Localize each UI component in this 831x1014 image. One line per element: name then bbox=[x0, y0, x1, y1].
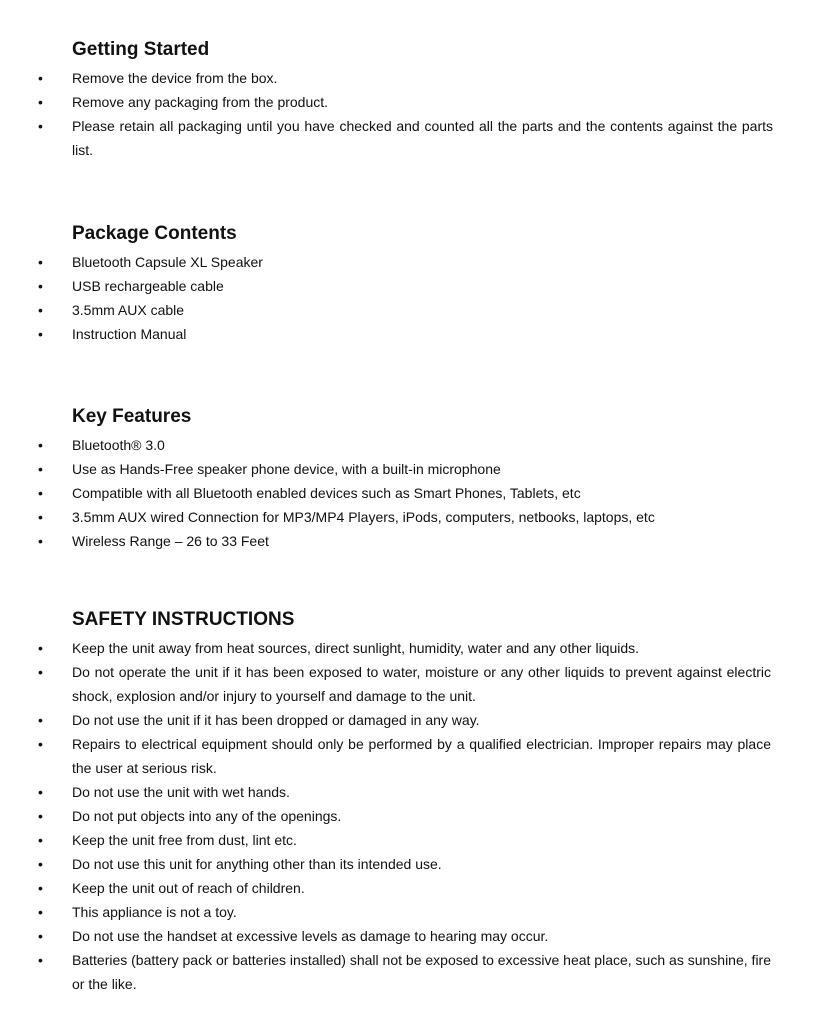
list-item: • Do not operate the unit if it has been exposed to water, moisture or any other liquids to prevent against electric shock, explosion and/or injury to yourself and damage to the unit. bbox=[0, 660, 831, 708]
list-item: • Bluetooth® 3.0 bbox=[0, 433, 831, 457]
list-item: • Remove the device from the box. bbox=[0, 66, 831, 90]
list-item: • 3.5mm AUX wired Connection for MP3/MP4 Players, iPods, computers, netbooks, laptops, etc bbox=[0, 505, 831, 529]
package-contents-heading: Package Contents bbox=[72, 223, 237, 244]
getting-started-list bbox=[0, 66, 831, 162]
getting-started-heading: Getting Started bbox=[72, 39, 210, 60]
key-features-list bbox=[0, 433, 831, 553]
list-item: • Do not use the unit if it has been dropped or damaged in any way. bbox=[0, 708, 831, 732]
list-item: • Do not use the handset at excessive levels as damage to hearing may occur. bbox=[0, 924, 831, 948]
list-item: • 3.5mm AUX cable bbox=[0, 298, 831, 322]
list-item: • Compatible with all Bluetooth enabled devices such as Smart Phones, Tablets, etc bbox=[0, 481, 831, 505]
list-item: • Keep the unit away from heat sources, direct sunlight, humidity, water and any other liquids. bbox=[0, 636, 831, 660]
list-item: • Repairs to electrical equipment should only be performed by a qualified electrician. Improper repairs may place the user at serious risk. bbox=[0, 732, 831, 780]
list-item: • Use as Hands-Free speaker phone device, with a built-in microphone bbox=[0, 457, 831, 481]
list-item: • Keep the unit out of reach of children. bbox=[0, 876, 831, 900]
safety-instructions-heading: SAFETY INSTRUCTIONS bbox=[72, 609, 295, 630]
list-item: • Keep the unit free from dust, lint etc. bbox=[0, 828, 831, 852]
package-contents-list bbox=[0, 250, 831, 346]
key-features-heading: Key Features bbox=[72, 406, 192, 427]
list-item: • Batteries (battery pack or batteries installed) shall not be exposed to excessive heat place, such as sunshine, fire or the like. bbox=[0, 948, 831, 996]
list-item: • This appliance is not a toy. bbox=[0, 900, 831, 924]
list-item: • Bluetooth Capsule XL Speaker bbox=[0, 250, 831, 274]
list-item: • Do not put objects into any of the openings. bbox=[0, 804, 831, 828]
list-item: • Wireless Range – 26 to 33 Feet bbox=[0, 529, 831, 553]
safety-instructions-list bbox=[0, 636, 831, 996]
list-item: • Remove any packaging from the product. bbox=[0, 90, 831, 114]
list-item: • Please retain all packaging until you have checked and counted all the parts and the contents against the parts list. bbox=[0, 114, 831, 162]
list-item: • Do not use the unit with wet hands. bbox=[0, 780, 831, 804]
list-item: • Do not use this unit for anything other than its intended use. bbox=[0, 852, 831, 876]
list-item: • USB rechargeable cable bbox=[0, 274, 831, 298]
list-item: • Instruction Manual bbox=[0, 322, 831, 346]
